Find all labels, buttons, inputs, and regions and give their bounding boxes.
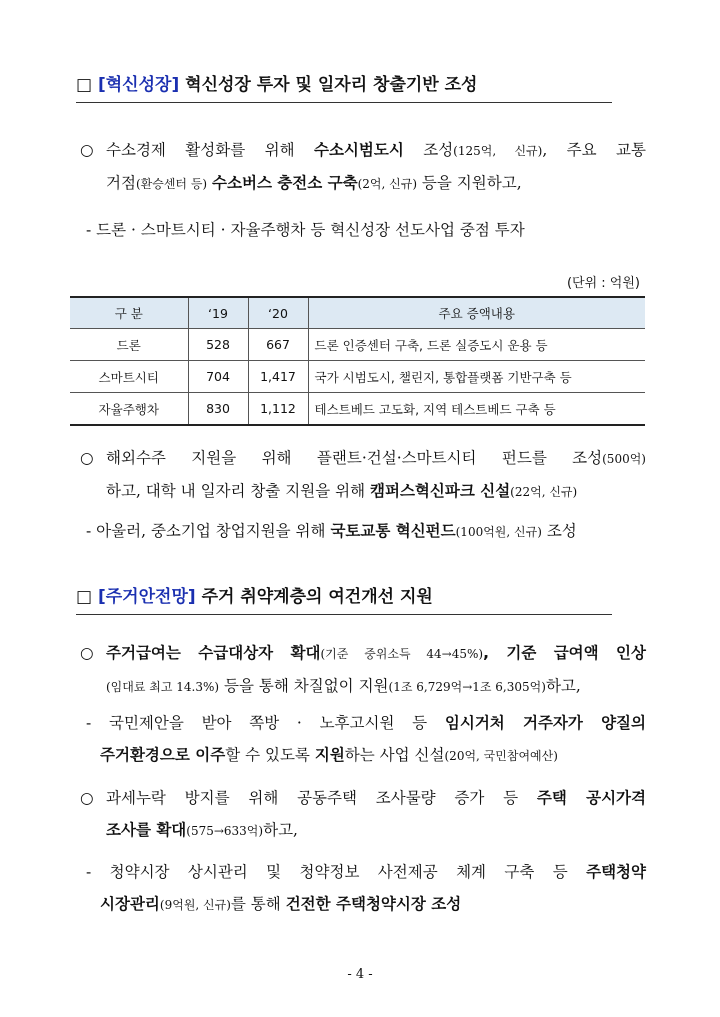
page-number: - 4 - <box>347 967 373 982</box>
table-cell: 국가 시범도시, 챌린지, 통합플랫폼 기반구축 등 <box>308 361 645 393</box>
paragraph-housing-benefit <box>80 637 646 703</box>
checkbox-square-icon: □ <box>76 75 93 95</box>
paragraph-subscription <box>86 856 646 921</box>
paragraph-hydrogen <box>80 134 646 200</box>
bullet-circle-icon: ○ <box>80 449 94 467</box>
table-cell: 667 <box>248 329 308 361</box>
section-heading-innovation <box>76 70 606 95</box>
paragraph-line: 하고, 대학 내 일자리 창출 지원을 위해 캠퍼스혁신파크 신설(22억, 신규) <box>106 482 578 500</box>
table-cell: 드론 인증센터 구축, 드론 실증도시 운용 등 <box>308 329 645 361</box>
table-cell: 드론 <box>70 329 188 361</box>
table-cell: 1,417 <box>248 361 308 393</box>
budget-table <box>70 296 645 426</box>
table-row <box>70 361 645 393</box>
bullet-circle-icon: ○ <box>80 141 94 159</box>
paragraph-line: 해외수주 지원을 위해 플랜트·건설·스마트시티 펀드를 조성(500억) <box>106 449 646 467</box>
section-title: 혁신성장 투자 및 일자리 창출기반 조성 <box>185 75 478 95</box>
heading-underline <box>76 614 612 615</box>
section-heading-housing <box>76 582 606 607</box>
table-header-cell: 주요 증액내용 <box>308 297 645 329</box>
paragraph-line: 과세누락 방지를 위해 공동주택 조사물량 증가 등 주택 공시가격 <box>106 789 646 807</box>
table-header-row <box>70 297 645 329</box>
paragraph-line: - 국민제안을 받아 쪽방 · 노후고시원 등 임시거처 거주자가 양질의 <box>86 714 646 732</box>
table-cell: 1,112 <box>248 393 308 426</box>
table-cell: 스마트시티 <box>70 361 188 393</box>
checkbox-square-icon: □ <box>76 587 93 607</box>
paragraph-line: 조사를 확대(575→633억)하고, <box>106 821 298 839</box>
paragraph-drone <box>86 214 646 246</box>
section-tag: [혁신성장] <box>97 75 180 95</box>
table-header-cell: 구 분 <box>70 297 188 329</box>
table-cell: 528 <box>188 329 248 361</box>
table-header-cell: ‘20 <box>248 297 308 329</box>
paragraph-overseas <box>80 442 646 508</box>
paragraph-price-survey <box>80 782 646 847</box>
paragraph-line: (임대료 최고 14.3%) 등을 통해 차질없이 지원(1조 6,729억→1조 6,305억)하고, <box>106 677 581 695</box>
bullet-circle-icon: ○ <box>80 644 94 662</box>
heading-underline <box>76 102 612 103</box>
paragraph-line: - 청약시장 상시관리 및 청약정보 사전제공 체계 구축 등 주택청약 <box>86 863 646 881</box>
table-header-cell: ‘19 <box>188 297 248 329</box>
paragraph-line: 수소경제 활성화를 위해 수소시범도시 조성(125억, 신규), 주요 교통 <box>106 141 646 159</box>
paragraph-line: 주거환경으로 이주할 수 있도록 지원하는 사업 신설(20억, 국민참여예산) <box>100 746 558 764</box>
table-cell: 자율주행차 <box>70 393 188 426</box>
bullet-circle-icon: ○ <box>80 789 94 807</box>
paragraph-line: - 아울러, 중소기업 창업지원을 위해 국토교통 혁신펀드(100억원, 신규) 조성 <box>86 522 577 540</box>
paragraph-line: 시장관리(9억원, 신규)를 통해 건전한 주택청약시장 조성 <box>100 895 462 913</box>
section-tag: [주거안전망] <box>97 587 196 607</box>
table-cell: 830 <box>188 393 248 426</box>
paragraph-line: 거점(환승센터 등) 수소버스 충전소 구축(2억, 신규) 등을 지원하고, <box>106 174 522 192</box>
paragraph-line: 주거급여는 수급대상자 확대(기준 중위소득 44→45%), 기준 급여액 인상 <box>106 644 646 662</box>
table-row <box>70 393 645 426</box>
paragraph-line: - 드론 · 스마트시티 · 자율주행차 등 혁신성장 선도사업 중점 투자 <box>86 221 525 239</box>
unit-label: (단위 : 억원) <box>566 276 640 291</box>
paragraph-fund <box>86 515 646 548</box>
table-row <box>70 329 645 361</box>
section-title: 주거 취약계층의 여건개선 지원 <box>201 587 433 607</box>
table-cell: 704 <box>188 361 248 393</box>
paragraph-temporary-housing <box>86 707 646 772</box>
table-cell: 테스트베드 고도화, 지역 테스트베드 구축 등 <box>308 393 645 426</box>
